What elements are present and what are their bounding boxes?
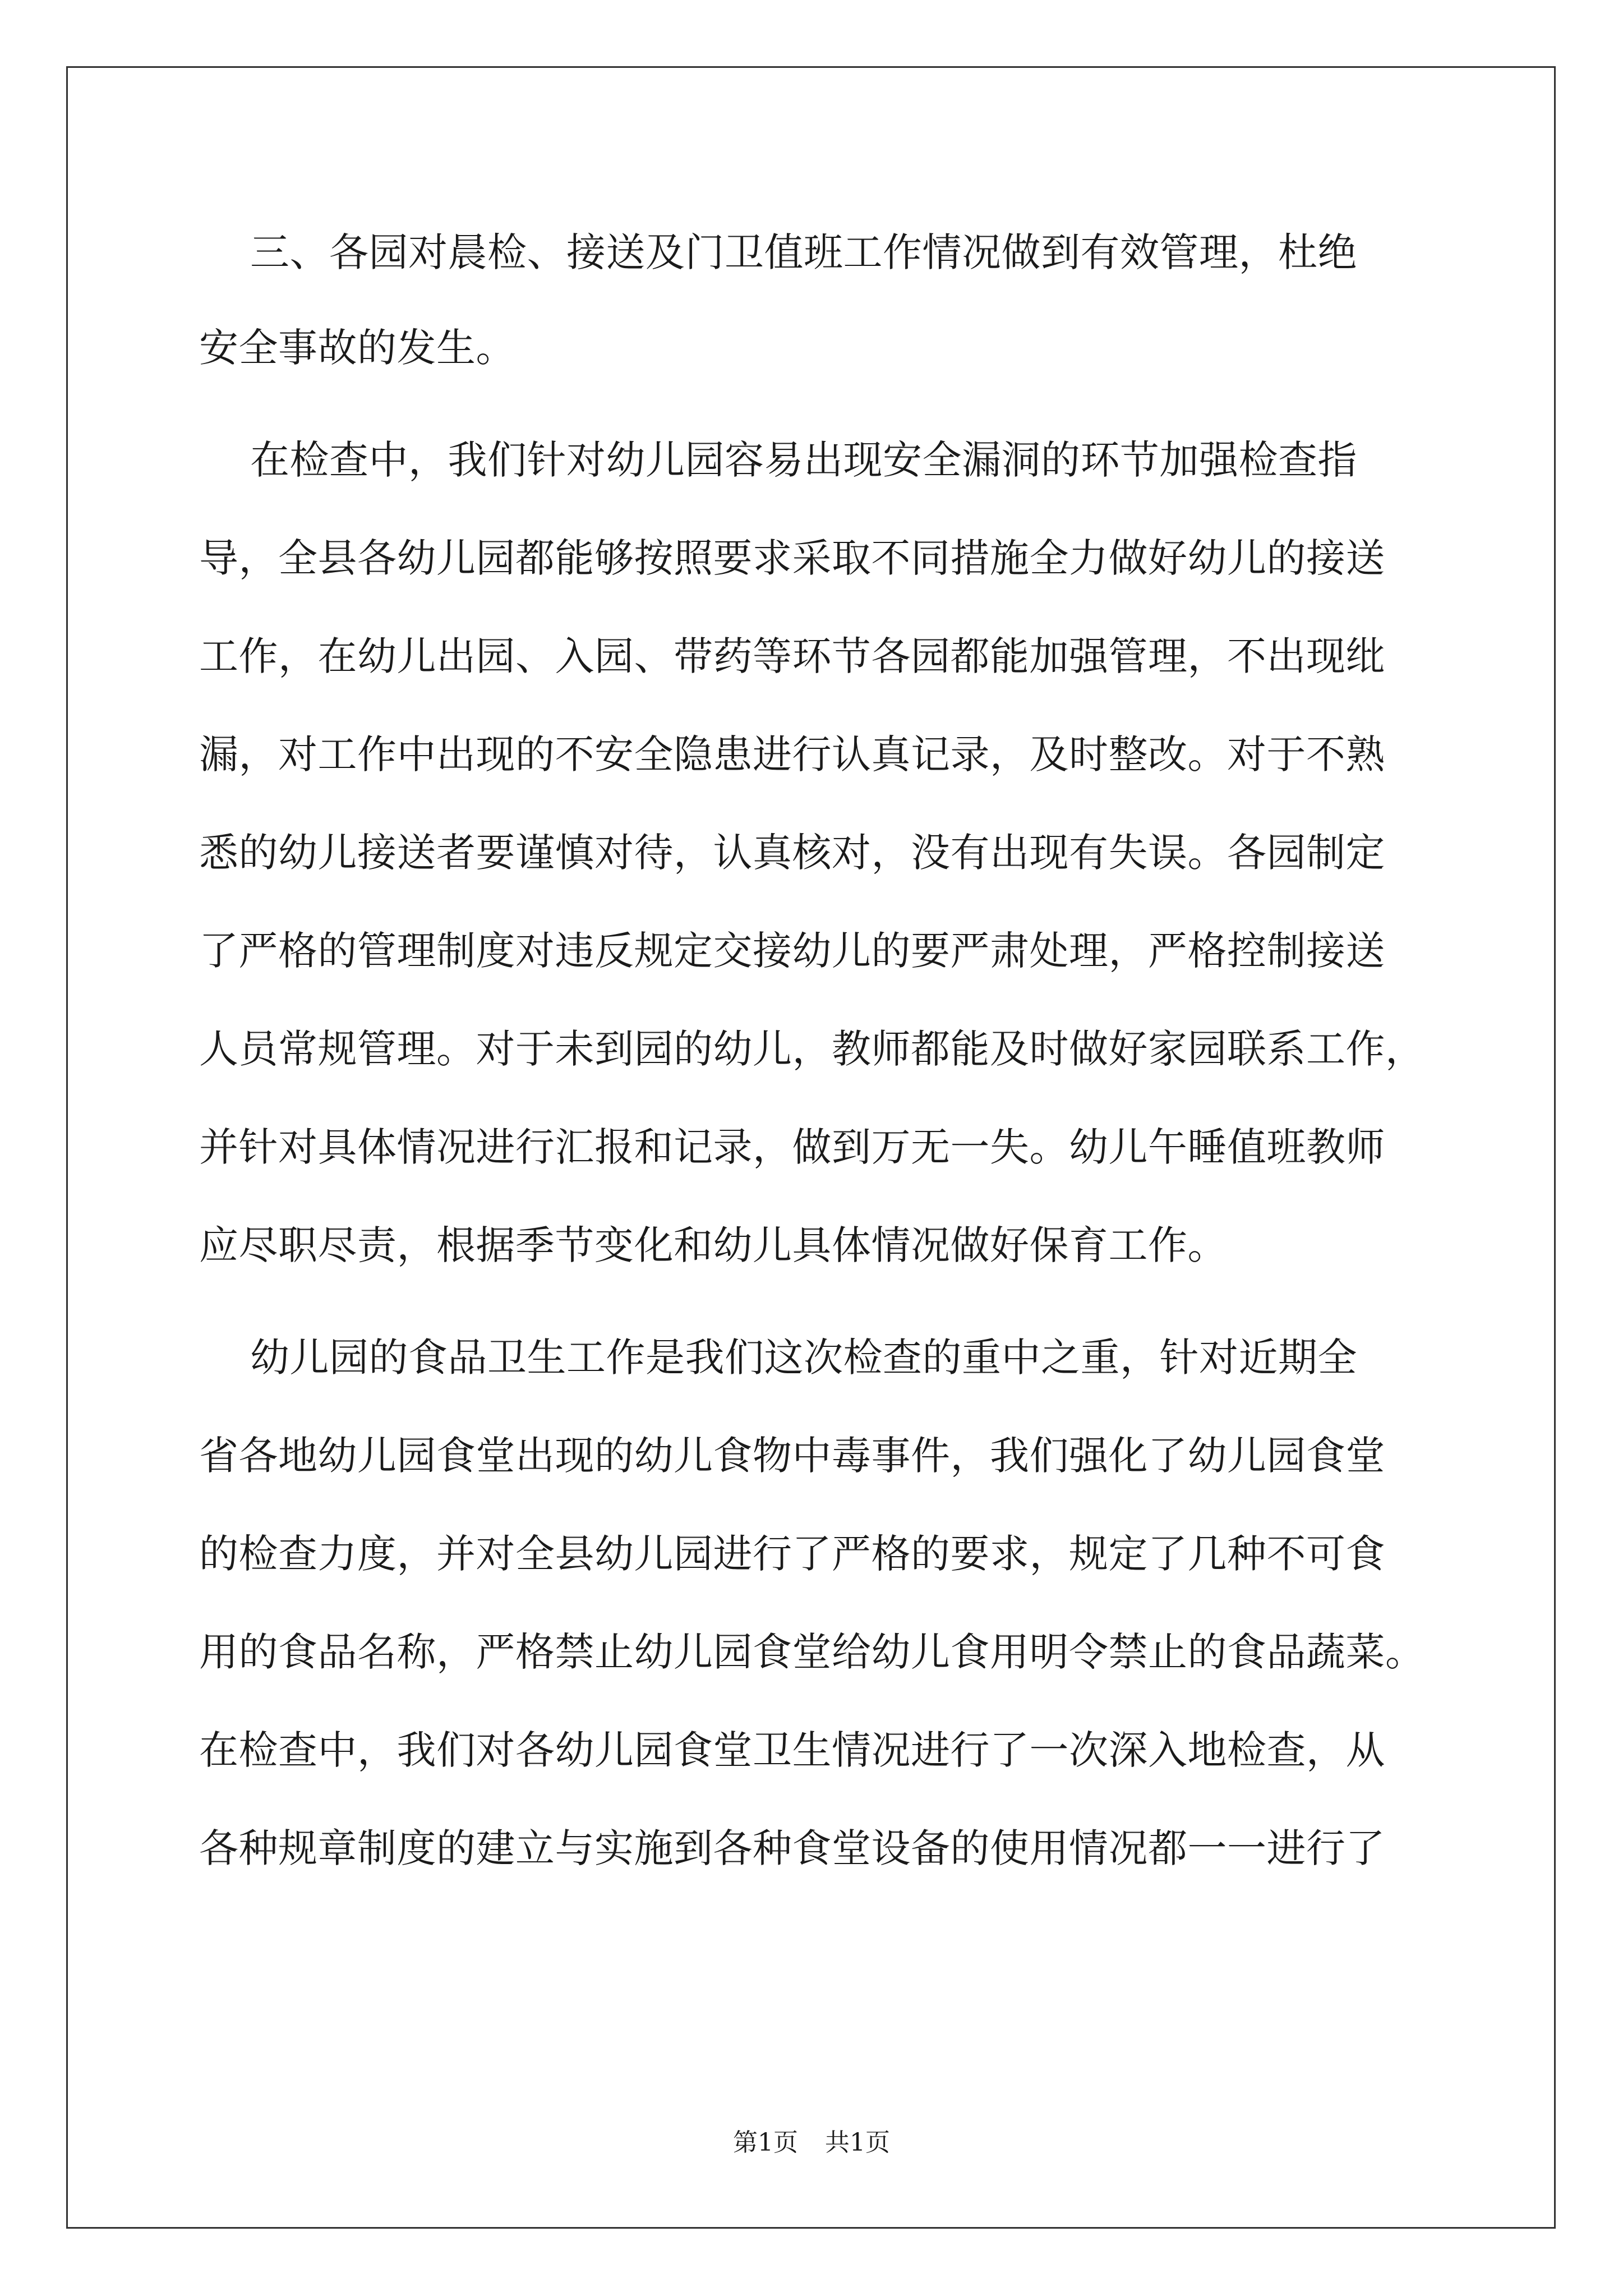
text-line: 并针对具体情况进行汇报和记录，做到万无一失。幼儿午睡值班教师 — [199, 1124, 1385, 1170]
text-line: 在检查中，我们针对幼儿园容易出现安全漏洞的环节加强检查指 — [199, 437, 1358, 483]
text-line: 省各地幼儿园食堂出现的幼儿食物中毒事件，我们强化了幼儿园食堂 — [199, 1433, 1385, 1479]
text-line: 了严格的管理制度对违反规定交接幼儿的要严肃处理，严格控制接送 — [199, 928, 1385, 974]
text-line: 用的食品名称，严格禁止幼儿园食堂给幼儿食用明令禁止的食品蔬菜。 — [199, 1629, 1425, 1675]
text-line: 三、各园对晨检、接送及门卫值班工作情况做到有效管理，杜绝 — [199, 229, 1358, 275]
text-line: 在检查中，我们对各幼儿园食堂卫生情况进行了一次深入地检查，从 — [199, 1727, 1385, 1773]
text-line: 的检查力度，并对全县幼儿园进行了严格的要求，规定了几种不可食 — [199, 1531, 1385, 1577]
text-line: 各种规章制度的建立与实施到各种食堂设备的使用情况都一一进行了 — [199, 1825, 1385, 1871]
text-line: 导，全县各幼儿园都能够按照要求采取不同措施全力做好幼儿的接送 — [199, 535, 1385, 581]
text-line: 漏，对工作中出现的不安全隐患进行认真记录，及时整改。对于不熟 — [199, 731, 1385, 777]
text-line: 人员常规管理。对于未到园的幼儿，教师都能及时做好家园联系工作， — [199, 1026, 1425, 1072]
text-line: 幼儿园的食品卫生工作是我们这次检查的重中之重，针对近期全 — [199, 1335, 1358, 1381]
text-line: 安全事故的发生。 — [199, 325, 515, 371]
text-line: 悉的幼儿接送者要谨慎对待，认真核对，没有出现有失误。各园制定 — [199, 830, 1385, 876]
page-footer — [0, 2126, 1623, 2160]
text-line: 工作，在幼儿出园、入园、带药等环节各园都能加强管理，不出现纰 — [199, 633, 1385, 679]
text-line: 应尽职尽责，根据季节变化和幼儿具体情况做好保育工作。 — [199, 1222, 1227, 1268]
page-number: 第1页 — [733, 2128, 798, 2157]
page-total: 共1页 — [825, 2128, 890, 2157]
